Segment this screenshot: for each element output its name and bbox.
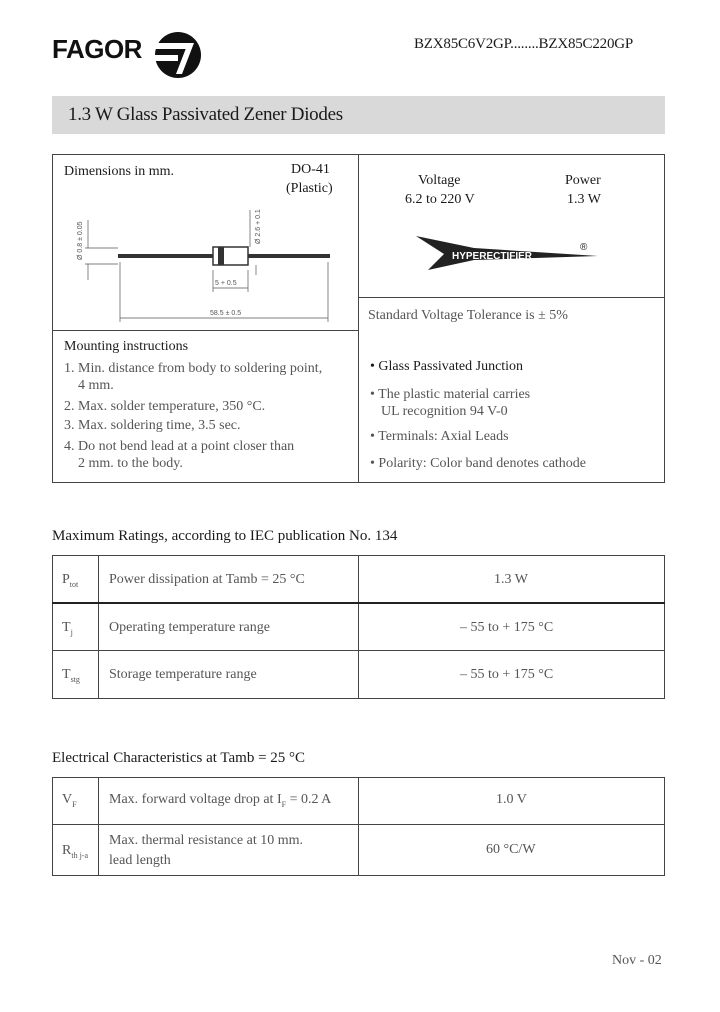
feature-2: • The plastic material carries xyxy=(370,387,531,402)
table-row-desc: Power dissipation at Tamb = 25 °C xyxy=(109,572,305,587)
tolerance-text: Standard Voltage Tolerance is ± 5% xyxy=(368,308,568,323)
table-row-desc: Operating temperature range xyxy=(109,620,270,635)
table-row-desc: Max. forward voltage drop at $I_F = 0.2$ A xyxy=(109,792,332,809)
power-value: 1.3 W xyxy=(567,192,601,207)
table-row-value: – 55 to + 175 °C xyxy=(460,620,554,635)
electrical-heading: Electrical Characteristics at Tamb = 25 °C xyxy=(52,750,306,766)
brand-logo-text: FAGOR xyxy=(52,34,142,64)
table-row-desc: Storage temperature range xyxy=(109,667,257,682)
total-length-label: 58.5 ± 0.5 xyxy=(210,310,242,317)
info-box-divider-left-h xyxy=(52,330,358,331)
table-row-value: 1.0 V xyxy=(496,792,527,807)
table-row-value: 1.3 W xyxy=(494,572,528,587)
hyperectifier-text: HYPERECTIFIER xyxy=(452,251,533,262)
max-ratings-col-2 xyxy=(358,555,359,699)
max-ratings-col-1 xyxy=(98,555,99,699)
feature-1: • Glass Passivated Junction xyxy=(370,359,524,374)
mounting-item-2: 2. Max. solder temperature, 350 °C. xyxy=(64,399,266,414)
mounting-item-4-cont: 2 mm. to the body. xyxy=(78,456,183,471)
feature-4: • Polarity: Color band denotes cathode xyxy=(370,456,587,471)
table-row-symbol: $P_{tot}$ xyxy=(62,572,79,589)
table-row-symbol: $T_j$ xyxy=(62,620,73,637)
package-name: DO-41 xyxy=(291,162,330,177)
dimensions-heading: Dimensions in mm. xyxy=(64,164,175,179)
package-type: (Plastic) xyxy=(286,181,333,196)
body-length-label: 5 + 0.5 xyxy=(215,280,237,287)
max-ratings-row-sep-1 xyxy=(52,602,665,604)
table-row-value: 60 °C/W xyxy=(486,842,536,857)
info-box-divider-v xyxy=(358,154,359,483)
mounting-item-3: 3. Max. soldering time, 3.5 sec. xyxy=(64,418,241,433)
voltage-label: Voltage xyxy=(418,173,461,188)
hyperectifier-logo xyxy=(414,234,604,274)
electrical-row-sep xyxy=(52,824,665,825)
body-diameter-label: Ø 2.6 + 0.1 xyxy=(255,209,262,244)
mounting-item-1: 1. Min. distance from body to soldering point, xyxy=(64,361,323,376)
table-row-symbol: $V_F$ xyxy=(62,792,77,809)
feature-3: • Terminals: Axial Leads xyxy=(370,429,509,444)
power-label: Power xyxy=(565,173,601,188)
table-row-symbol: $R_{th j-a}$ xyxy=(62,843,89,860)
mounting-item-4: 4. Do not bend lead at a point closer than xyxy=(64,439,295,454)
info-box-divider-right-h xyxy=(358,297,665,298)
feature-2-cont: UL recognition 94 V-0 xyxy=(381,404,508,419)
registered-mark: ® xyxy=(580,242,588,253)
table-row-desc-cont: lead length xyxy=(109,853,171,868)
fagor-logo-icon xyxy=(148,30,208,80)
mounting-item-1-cont: 4 mm. xyxy=(78,378,114,393)
voltage-value: 6.2 to 220 V xyxy=(405,192,475,207)
page-title: 1.3 W Glass Passivated Zener Diodes xyxy=(68,104,343,125)
table-row-symbol: $T_{stg}$ xyxy=(62,667,80,684)
part-number-range: BZX85C6V2GP........BZX85C220GP xyxy=(414,36,634,52)
table-row-value: – 55 to + 175 °C xyxy=(460,667,554,682)
max-ratings-heading: Maximum Ratings, according to IEC publication No. 134 xyxy=(52,528,398,544)
electrical-col-2 xyxy=(358,777,359,876)
lead-diameter-label: Ø 0.8 ± 0.05 xyxy=(77,221,84,260)
footer-date: Nov - 02 xyxy=(612,953,662,968)
diode-outline-drawing xyxy=(60,200,350,330)
table-row-desc: Max. thermal resistance at 10 mm. xyxy=(109,833,303,848)
electrical-col-1 xyxy=(98,777,99,876)
mounting-heading: Mounting instructions xyxy=(64,339,189,354)
max-ratings-row-sep-2 xyxy=(52,650,665,651)
